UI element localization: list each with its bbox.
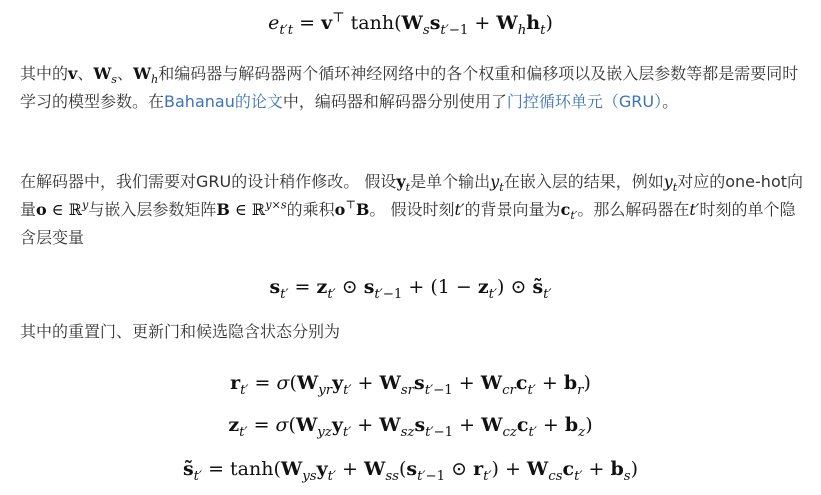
attention-energy-equation: $e_{t't} = v^⊤$ $\tanh(W_ss_{t'-1} + W_hh_t)$ bbox=[268, 10, 553, 38]
text-span: 是单个输出 bbox=[410, 172, 491, 191]
gates-intro-paragraph bbox=[20, 318, 810, 346]
text-span: 。那么解码器在 bbox=[577, 200, 690, 219]
text-span: 对应的one-hot向量 bbox=[20, 172, 804, 219]
text-span: 时刻的单个隐含层变量 bbox=[20, 200, 796, 247]
text-span: 的乘积 bbox=[286, 200, 335, 219]
text-span: 与嵌入层参数矩阵 bbox=[88, 200, 217, 219]
text-span: 的背景向量为 bbox=[464, 200, 561, 219]
text-span: 。 bbox=[662, 92, 679, 111]
state-update-equation: $s_{t'} = z_{t'}$ ⊙ $s_{t'-1} + (1 - z_{t'})$ ⊙ $s̃_{t'}$ bbox=[269, 276, 552, 302]
text-span: 在嵌入层的结果，例如 bbox=[503, 172, 664, 191]
reset-gate-equation: $r_{t'} = \sigma(W_{yr}y_{t'} + W_{sr}s_{t'-1} + W_{cr}c_{t'} + b_r)$ bbox=[230, 372, 591, 398]
text-span: 和编码器与解码器两个循环神经网络中的各个权重和偏移项以及嵌入层参数等都是需要同时学习的模型参数。在 bbox=[20, 64, 799, 111]
bahanau-paper-link[interactable]: Bahanau的论文 bbox=[164, 92, 283, 111]
text-span: 、 bbox=[117, 64, 134, 83]
text-span: 。 假设时刻 bbox=[369, 200, 455, 219]
update-gate-equation: $z_{t'} = \sigma(W_{yz}y_{t'} + W_{sz}s_{t'-1} + W_{cz}c_{t'} + b_z)$ bbox=[228, 414, 593, 440]
text-span: 其中的 bbox=[20, 64, 69, 83]
parameters-paragraph: 其中的v、$W_s$、$W_h$和编码器与解码器两个循环神经网络中的各个权重和偏移项以及嵌入层参数等都是需要同时学习的模型参数。在Bahanau的论文中，编码器和解码器分别使用了门控循环单元（GRU）。 bbox=[20, 64, 799, 111]
text-span: 中，编码器和解码器分别使用了 bbox=[282, 92, 507, 111]
text-span: 、 bbox=[77, 64, 94, 83]
text-span: 在解码器中，我们需要对GRU的设计稍作修改。 假设 bbox=[20, 172, 397, 191]
candidate-state-equation: $s̃_{t'} = \tanh(W_{ys}y_{t'} + W_{ss}(s_{t'-1}$ ⊙ $r_{t'}) + W_{cs}c_{t'} + b_s$) bbox=[182, 458, 639, 484]
decoder-paragraph: 在解码器中，我们需要对GRU的设计稍作修改。 假设$y_t$是单个输出$y_t$在嵌入层的结果，例如$y_t$对应的one-hot向量o ∈ ℝ$^y$与嵌入层参数矩阵B ∈ ℝ$^{y\times s}$的乘积o⊤B。 假设时刻t′的背景向量为$c_{t'}$。那么解码器在t′时刻的单个隐含层变量 bbox=[20, 172, 804, 247]
gru-link[interactable]: 门控循环单元（GRU） bbox=[506, 92, 663, 111]
text-span: 其中的重置门、更新门和候选隐含状态分别为 bbox=[20, 322, 341, 341]
